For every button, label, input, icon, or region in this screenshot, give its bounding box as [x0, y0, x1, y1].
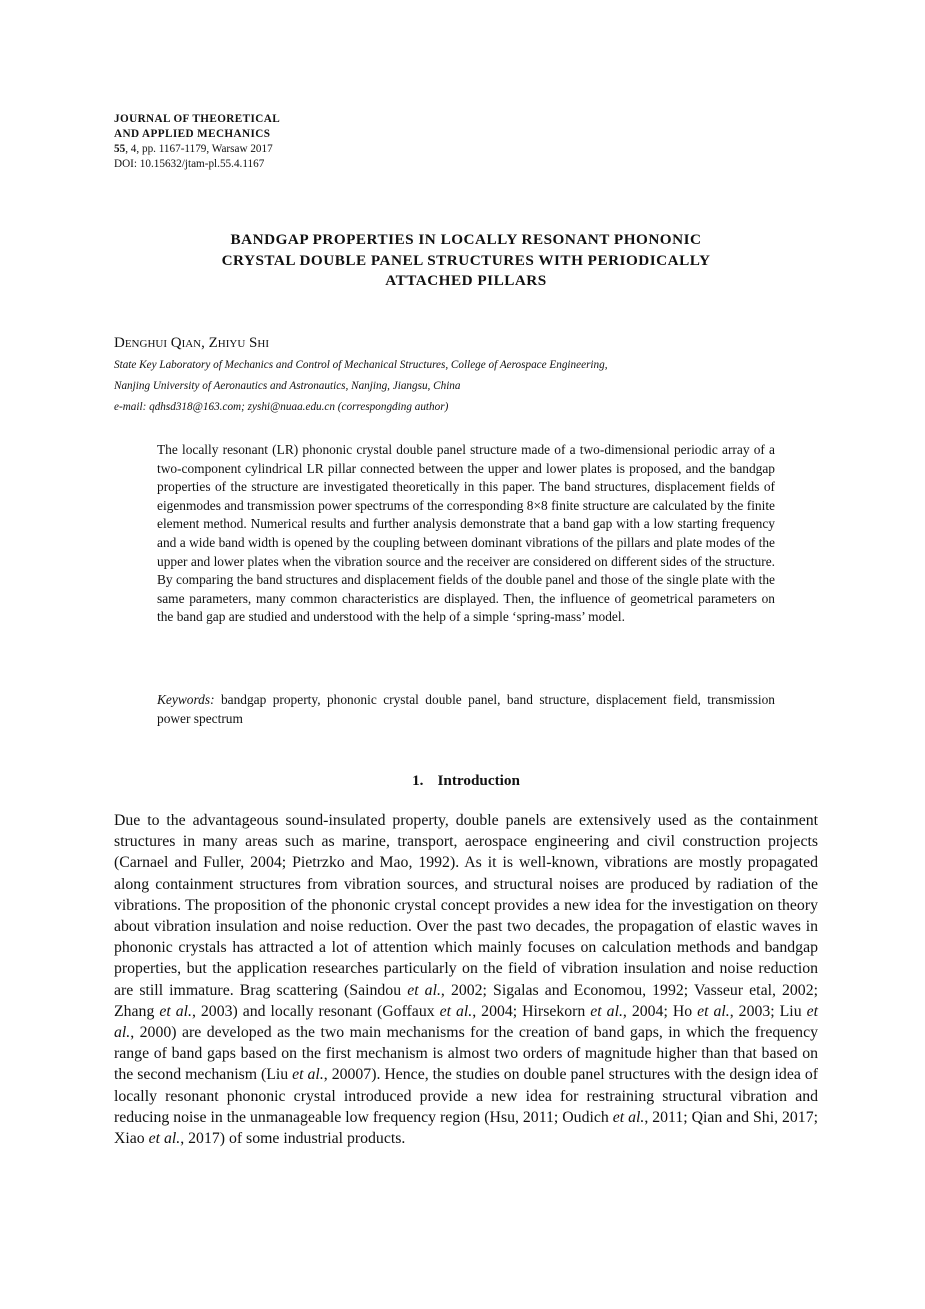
intro-text: Due to the advantageous sound-insulated property, double panels are extensively used as the containment structures in many areas such as marine, transport, aerospace engineering and civil construction projects (Carnael and Fuller, 2004; Pietrzko and Mao, 1992). As it is well-known, vibrations are mostly propagated along containment structures from vibration sources, and structural noises are produced by radiation of the vibrations. The proposition of the phononic crystal concept provides a new idea for the investigation on theory about vibration insulation and noise reduction. Over the past two decades, the propagation of elastic waves in phononic crystals has attracted a lot of attention which mainly focuses on calculation methods and bandgap properties, but the application researches particularly on the field of vibration insulation and noise reduction are still immature. Brag scattering (Saindou [114, 812, 818, 999]
intro-etal: et al. [407, 981, 441, 999]
journal-name-line1: JOURNAL OF THEORETICAL [114, 113, 281, 125]
intro-text: , 2004; Ho [622, 1002, 698, 1020]
intro-etal: et al. [612, 1108, 645, 1126]
intro-text: , 2002; Sigalas and Economou, 1992; Vasseur etal, 2002; Zhang [114, 981, 818, 1020]
journal-issue-pages: , 4, pp. 1167-1179, Warsaw 2017 [125, 143, 273, 155]
abstract: The locally resonant (LR) phononic crystal double panel structure made of a two-dimensional periodic array of a two-component cylindrical LR pillar connected between the upper and lower plates is proposed, and the bandgap properties of the structure are investigated theoretically in this paper. The band structures, displacement fields of eigenmodes and transmission power spectrums of the corresponding 8×8 finite structure are calculated by the finite element method. Numerical results and further analysis demonstrate that a band gap with a low starting frequency and a wide band width is opened by the coupling between dominant vibrations of the pillars and plate modes of the upper and lower plates when the vibration source and the receiver are considered on different sides of the structure. By comparing the band structures and displacement fields of the double panel and those of the single plate with the same parameters, many common characteristics are displayed. Then, the influence of geometrical parameters on the band gap are studied and understood with the help of a simple ‘spring-mass’ model. [157, 442, 775, 625]
journal-name-line2: AND APPLIED MECHANICS [114, 128, 271, 140]
intro-text: , 2011; Qian and Shi, 2017; Xiao [114, 1108, 818, 1148]
affiliation-line2: Nanjing University of Aeronautics and Astronautics, Nanjing, Jiangsu, China [114, 380, 461, 392]
intro-etal: et al. [148, 1130, 181, 1148]
journal-doi: DOI: 10.15632/jtam-pl.55.4.1167 [114, 158, 265, 170]
journal-volume: 55 [114, 143, 126, 155]
journal-volume-line [114, 142, 474, 157]
intro-text: , 20007). Hence, the studies on double panel structures with the design idea of locally resonant phononic crystal introduced provide a new idea for restraining structural vibration and reducing noise in the unmanageable low frequency region (Hsu, 2011; Oudich [114, 1066, 818, 1126]
section-heading [114, 771, 818, 791]
intro-etal: et al. [697, 1002, 730, 1020]
intro-paragraph [114, 810, 818, 1149]
intro-etal: et al. [439, 1002, 473, 1020]
intro-etal: et al. [292, 1066, 324, 1084]
paper-title-line2: CRYSTAL DOUBLE PANEL STRUCTURES WITH PERIODICALLY [221, 251, 711, 269]
paper-title [114, 230, 818, 292]
keywords [157, 691, 775, 728]
authors: Denghui Qian, Zhiyu Shi [114, 335, 269, 351]
section-number: 1. [412, 772, 424, 789]
intro-etal: et al. [114, 1002, 818, 1042]
journal-header [114, 112, 474, 172]
keywords-text: bandgap property, phononic crystal double panel, band structure, displacement field, transmission power spectrum [157, 692, 775, 726]
intro-text: , 2017) of some industrial products. [180, 1130, 406, 1148]
section-title: Introduction [437, 772, 520, 789]
paper-title-line3: ATTACHED PILLARS [385, 272, 547, 289]
intro-text: , 2000) are developed as the two main mechanisms for the creation of band gaps, in which the frequency range of band gaps based on the first mechanism is almost two orders of magnitude higher than that based on the second mechanism (Liu [114, 1024, 818, 1084]
intro-etal: et al. [590, 1002, 623, 1020]
affiliation-email: e-mail: qdhsd318@163.com; zyshi@nuaa.edu.cn (correspongding author) [114, 401, 449, 413]
intro-text: , 2004; Hirsekorn [472, 1002, 591, 1020]
paper-title-line1: BANDGAP PROPERTIES IN LOCALLY RESONANT PHONONIC [230, 231, 702, 248]
intro-text: , 2003) and locally resonant (Goffaux [191, 1002, 440, 1020]
intro-text: , 2003; Liu [729, 1002, 807, 1020]
affiliation-line1: State Key Laboratory of Mechanics and Control of Mechanical Structures, College of Aerospace Engineering, [114, 359, 608, 371]
intro-etal: et al. [159, 1002, 192, 1020]
keywords-label: Keywords: [157, 692, 215, 707]
